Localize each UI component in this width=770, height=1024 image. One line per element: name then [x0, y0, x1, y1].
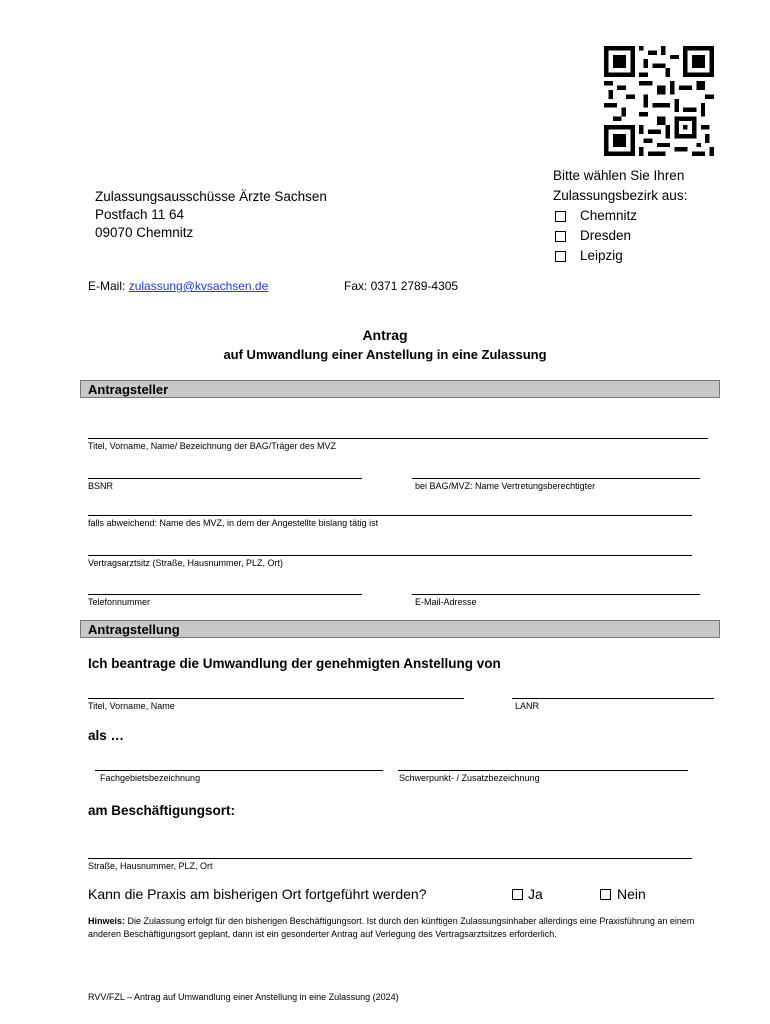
applicant-name-field[interactable]	[88, 438, 708, 439]
option-nein[interactable]	[600, 886, 646, 902]
subspecialty-field[interactable]	[398, 770, 688, 771]
option-ja-label: Ja	[528, 886, 543, 902]
email-link[interactable]: zulassung@kvsachsen.de	[128, 279, 269, 293]
workplace-heading: am Beschäftigungsort:	[88, 803, 236, 818]
workplace-address-field[interactable]	[88, 858, 692, 859]
district-option-chemnitz[interactable]	[553, 206, 687, 226]
option-nein-label: Nein	[617, 886, 646, 902]
checkbox-nein[interactable]	[600, 889, 611, 900]
district-option-label: Leipzig	[580, 248, 623, 263]
continuation-question: Kann die Praxis am bisherigen Ort fortgeführt werden?	[88, 886, 427, 902]
specialty-label: Fachgebietsbezeichnung	[100, 773, 201, 783]
lanr-label: LANR	[515, 701, 540, 711]
section-antragstellung: Antragstellung	[80, 620, 720, 638]
applicant-name-label: Titel, Vorname, Name/ Bezeichnung der BAG/Träger des MVZ	[88, 441, 336, 451]
checkbox-dresden[interactable]	[555, 231, 566, 242]
checkbox-chemnitz[interactable]	[555, 211, 566, 222]
email-contact	[88, 279, 268, 293]
option-ja[interactable]	[512, 886, 543, 902]
bsnr-label: BSNR	[88, 481, 114, 491]
recipient-line1: Zulassungsausschüsse Ärzte Sachsen	[95, 189, 327, 204]
representative-label: bei BAG/MVZ: Name Vertretungsberechtigter	[415, 481, 596, 491]
form-subtitle: auf Umwandlung einer Anstellung in eine Zulassung	[223, 347, 547, 362]
district-option-dresden[interactable]	[553, 226, 687, 246]
email-field-label: E-Mail-Adresse	[415, 597, 477, 607]
phone-label: Telefonnummer	[88, 597, 151, 607]
note-label: Hinweis:	[88, 916, 126, 926]
lanr-field[interactable]	[512, 698, 714, 699]
district-prompt-1: Bitte wählen Sie Ihren	[553, 168, 685, 183]
checkbox-ja[interactable]	[512, 889, 523, 900]
subspecialty-label: Schwerpunkt- / Zusatzbezeichnung	[399, 773, 540, 783]
employee-name-field[interactable]	[88, 698, 464, 699]
recipient-address	[95, 188, 327, 242]
district-option-leipzig[interactable]	[553, 246, 687, 266]
email-label: E-Mail:	[88, 279, 126, 293]
district-selection	[553, 166, 687, 266]
note-paragraph	[88, 915, 708, 941]
email-field[interactable]	[412, 594, 700, 595]
checkbox-leipzig[interactable]	[555, 251, 566, 262]
form-title: Antrag	[362, 327, 408, 343]
note-text: Die Zulassung erfolgt für den bisherigen Beschäftigungsort. Ist durch den künftigen Zulassungsinhaber allerdings eine Praxisführung an einem anderen Beschäftigungsort geplant, dann ist ein gesonderter Antrag auf Verlegung des Vertragsarztsitzes erforderlich.	[88, 916, 695, 939]
specialty-field[interactable]	[95, 770, 383, 771]
section-antragsteller: Antragsteller	[80, 380, 720, 398]
mvz-name-label: falls abweichend: Name des MVZ, in dem der Angestellte bislang tätig ist	[88, 518, 379, 528]
district-prompt-2: Zulassungsbezirk aus:	[553, 188, 688, 203]
mvz-name-field[interactable]	[88, 515, 692, 516]
workplace-address-label: Straße, Hausnummer, PLZ, Ort	[88, 861, 213, 871]
representative-field[interactable]	[412, 478, 700, 479]
district-option-label: Dresden	[580, 228, 632, 243]
als-label: als …	[88, 728, 125, 743]
request-statement: Ich beantrage die Umwandlung der genehmigten Anstellung von	[88, 656, 501, 671]
fax-number: Fax: 0371 2789-4305	[344, 279, 459, 293]
bsnr-field[interactable]	[88, 478, 362, 479]
practice-address-field[interactable]	[88, 555, 692, 556]
recipient-line2: Postfach 11 64	[95, 207, 185, 222]
qr-code	[604, 46, 714, 156]
footer-text: RVV/FZL – Antrag auf Umwandlung einer Anstellung in eine Zulassung (2024)	[88, 992, 399, 1002]
employee-name-label: Titel, Vorname, Name	[88, 701, 175, 711]
recipient-line3: 09070 Chemnitz	[95, 225, 194, 240]
practice-address-label: Vertragsarztsitz (Straße, Hausnummer, PLZ, Ort)	[88, 558, 284, 568]
phone-field[interactable]	[88, 594, 362, 595]
district-option-label: Chemnitz	[580, 208, 638, 223]
